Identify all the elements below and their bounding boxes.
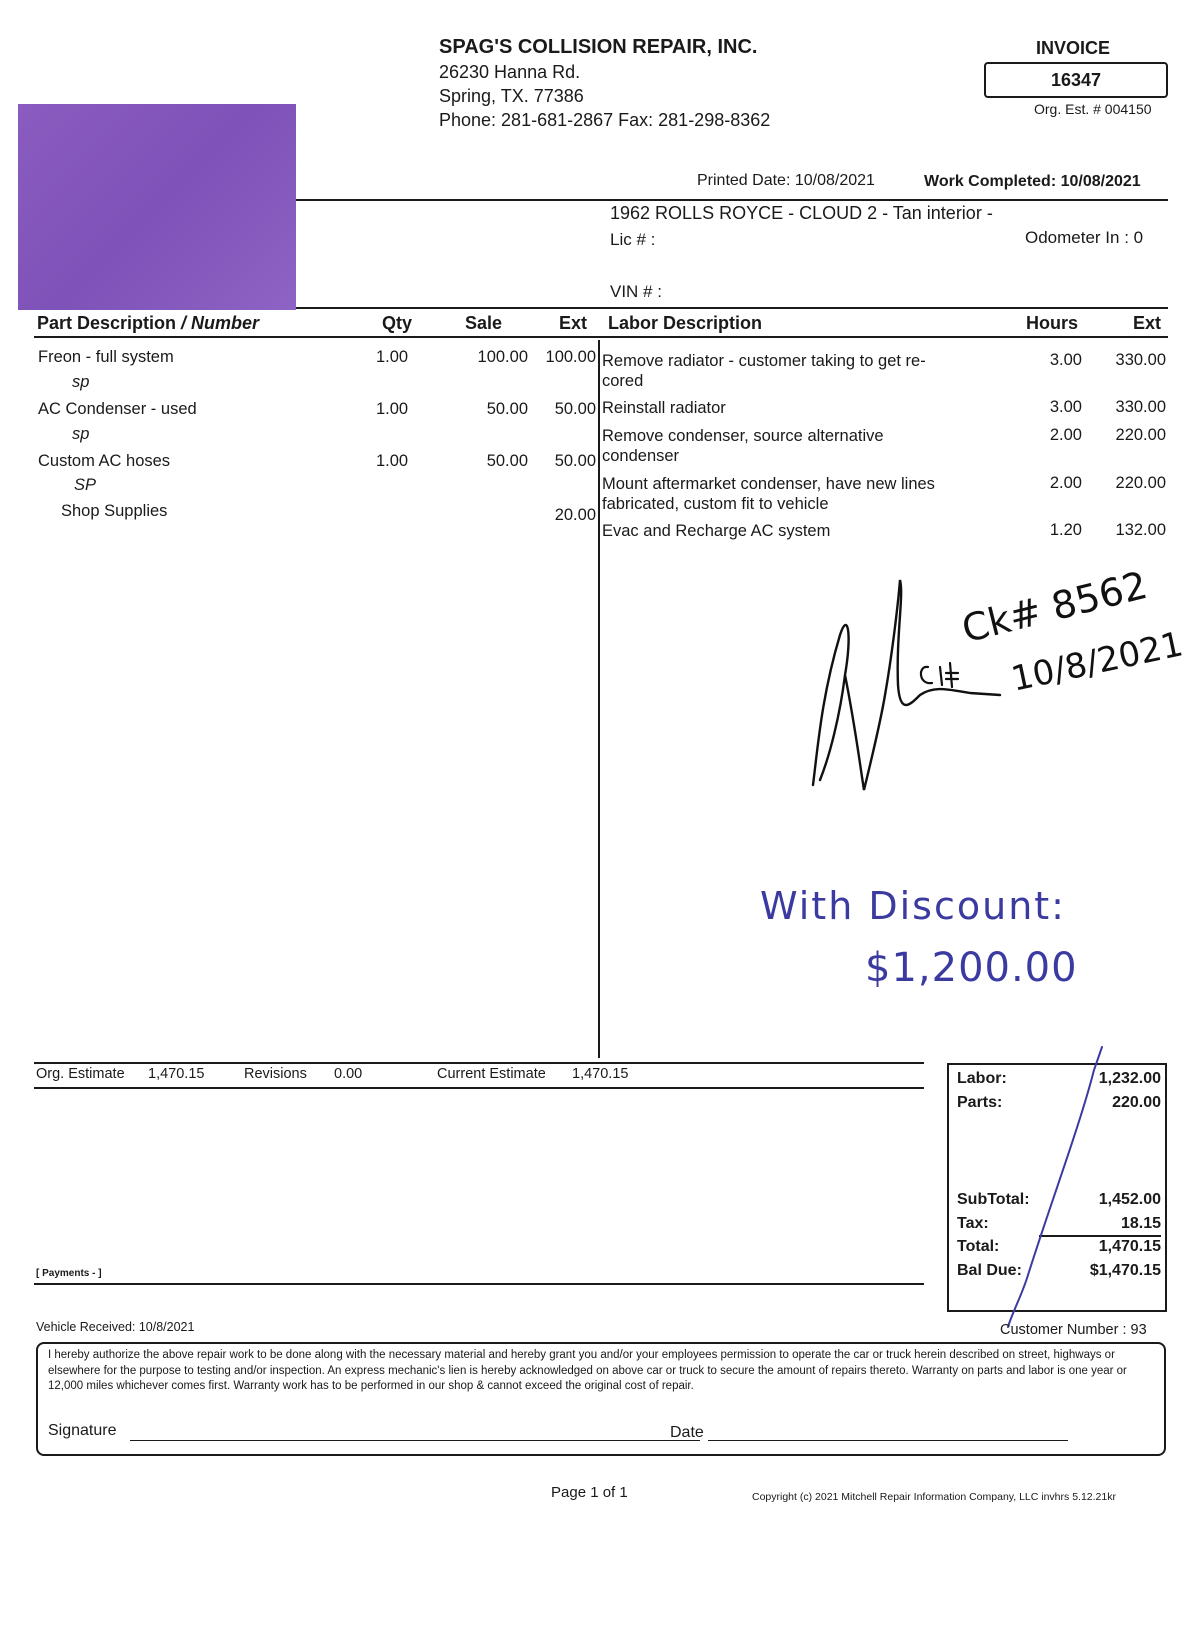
labor-ext: 330.00	[1115, 398, 1166, 416]
table-row	[38, 502, 598, 524]
labor-ext: 132.00	[1115, 521, 1166, 539]
authorization-box	[36, 1342, 1166, 1456]
part-number: SP	[74, 476, 97, 494]
table-row	[38, 452, 598, 474]
vin-number: VIN # :	[610, 282, 662, 301]
table-header-line	[34, 336, 1168, 338]
parts-total-value: 220.00	[1112, 1094, 1161, 1111]
odometer-in: Odometer In : 0	[1025, 228, 1144, 247]
part-description: AC Condenser - used	[38, 400, 197, 418]
part-ext: 50.00	[554, 400, 596, 418]
company-address-line1: 26230 Hanna Rd.	[439, 62, 581, 82]
balance-due-value: $1,470.15	[1089, 1262, 1161, 1279]
table-top-line	[296, 307, 1168, 309]
vehicle-description: 1962 ROLLS ROYCE - CLOUD 2 - Tan interior -	[610, 203, 993, 223]
labor-ext: 220.00	[1115, 474, 1166, 492]
total-label: Total:	[957, 1238, 1000, 1255]
part-description: Freon - full system	[38, 348, 174, 366]
part-description: Shop Supplies	[61, 502, 168, 520]
part-sale: 100.00	[477, 348, 528, 366]
subtotal-value: 1,452.00	[1098, 1191, 1161, 1208]
company-name: SPAG'S COLLISION REPAIR, INC.	[439, 36, 758, 58]
part-qty: 1.00	[376, 348, 409, 366]
part-description: Custom AC hoses	[38, 452, 171, 470]
page-number: Page 1 of 1	[551, 1484, 628, 1501]
vehicle-received: Vehicle Received: 10/8/2021	[36, 1320, 195, 1334]
work-completed: Work Completed: 10/08/2021	[924, 173, 1141, 190]
copyright: Copyright (c) 2021 Mitchell Repair Information Company, LLC invhrs 5.12.21kr	[752, 1491, 1116, 1503]
signature-label: Signature	[48, 1422, 117, 1439]
table-row	[38, 348, 598, 370]
org-estimate-value: 1,470.15	[148, 1066, 205, 1082]
column-divider	[598, 340, 600, 1058]
part-number: sp	[72, 425, 90, 443]
revisions-value: 0.00	[334, 1066, 363, 1082]
labor-ext-header: Ext	[1133, 313, 1162, 333]
invoice-label: INVOICE	[1036, 38, 1111, 58]
part-number: sp	[72, 373, 90, 391]
labor-hours: 2.00	[1049, 426, 1082, 444]
parts-total-label: Parts:	[957, 1094, 1003, 1111]
company-address-line2: Spring, TX. 77386	[439, 86, 584, 106]
balance-due-label: Bal Due:	[957, 1262, 1022, 1279]
original-estimate-number: Org. Est. # 004150	[1034, 101, 1152, 117]
printed-date: Printed Date: 10/08/2021	[697, 172, 875, 189]
signature-line	[130, 1440, 700, 1441]
handwritten-strike-line	[990, 1045, 1110, 1330]
subtotal-label: SubTotal:	[957, 1191, 1030, 1208]
authorization-text: I hereby authorize the above repair work to be done along with the necessary material and hereby grant you and/or your employees permission to operate the car or truck herein described on street, highways or elsewhere for the purpose to testing and/or inspection. An express mechanic's lien is hereby acknowledged on above car or truck to secure the amount of repairs thereto. Warranty on parts and labor is one year or 12,000 miles whichever comes first. Warranty work has to be performed in our shop & cannot exceed the original cost of repair.	[48, 1349, 1127, 1392]
handwritten-check-number: Ck# 8562	[957, 562, 1152, 652]
sale-header: Sale	[465, 313, 503, 333]
license-number: Lic # :	[610, 230, 656, 249]
tax-value: 18.15	[1120, 1215, 1161, 1232]
labor-ext: 220.00	[1115, 426, 1166, 444]
part-ext: 50.00	[554, 452, 596, 470]
header-divider	[296, 199, 1168, 201]
part-sale: 50.00	[486, 452, 528, 470]
company-phone: Phone: 281-681-2867 Fax: 281-298-8362	[439, 110, 771, 130]
date-line	[708, 1440, 1068, 1441]
part-ext: 100.00	[545, 348, 596, 366]
labor-description: Evac and Recharge AC system	[602, 522, 831, 540]
org-estimate-label: Org. Estimate	[36, 1066, 125, 1082]
part-qty: 1.00	[376, 452, 409, 470]
part-description-header: Part Description / Number	[37, 313, 260, 333]
part-ext: 20.00	[554, 506, 596, 524]
parts-ext-header: Ext	[559, 313, 588, 333]
labor-hours: 2.00	[1049, 474, 1082, 492]
labor-total-label: Labor:	[957, 1070, 1007, 1087]
payments-line	[34, 1283, 924, 1285]
part-qty: 1.00	[376, 400, 409, 418]
handwritten-discount-amount: $1,200.00	[865, 945, 1078, 991]
labor-hours: 3.00	[1049, 351, 1082, 369]
qty-header: Qty	[382, 313, 413, 333]
date-label: Date	[670, 1424, 704, 1441]
payments-label: [ Payments - ]	[36, 1268, 102, 1279]
labor-hours: 3.00	[1049, 398, 1082, 416]
customer-number: Customer Number : 93	[1000, 1322, 1147, 1338]
part-sale: 50.00	[486, 400, 528, 418]
current-estimate-label: Current Estimate	[437, 1066, 546, 1082]
labor-description: Reinstall radiator	[602, 399, 726, 417]
part-number-header: / Number	[176, 313, 260, 333]
table-row	[38, 400, 598, 422]
labor-description: Mount aftermarket condenser, have new lines fabricated, custom fit to vehicle	[602, 475, 935, 513]
labor-ext: 330.00	[1115, 351, 1166, 369]
current-estimate-value: 1,470.15	[572, 1066, 629, 1082]
labor-total-value: 1,232.00	[1098, 1070, 1161, 1087]
labor-description-header: Labor Description	[608, 313, 763, 333]
tax-label: Tax:	[957, 1215, 989, 1232]
hours-header: Hours	[1026, 313, 1079, 333]
labor-hours: 1.20	[1049, 521, 1082, 539]
labor-description: Remove condenser, source alternative condenser	[602, 427, 884, 465]
total-value: 1,470.15	[1098, 1238, 1161, 1255]
revisions-label: Revisions	[244, 1066, 307, 1082]
handwritten-discount-label: With Discount:	[760, 884, 1066, 928]
estimate-bottom-line	[34, 1087, 924, 1089]
handwritten-date: 10/8/2021	[1007, 624, 1187, 700]
invoice-number: 16347	[984, 62, 1168, 98]
estimate-top-line	[34, 1062, 924, 1064]
labor-description: Remove radiator - customer taking to get re-cored	[602, 352, 926, 390]
redacted-block	[18, 104, 296, 310]
